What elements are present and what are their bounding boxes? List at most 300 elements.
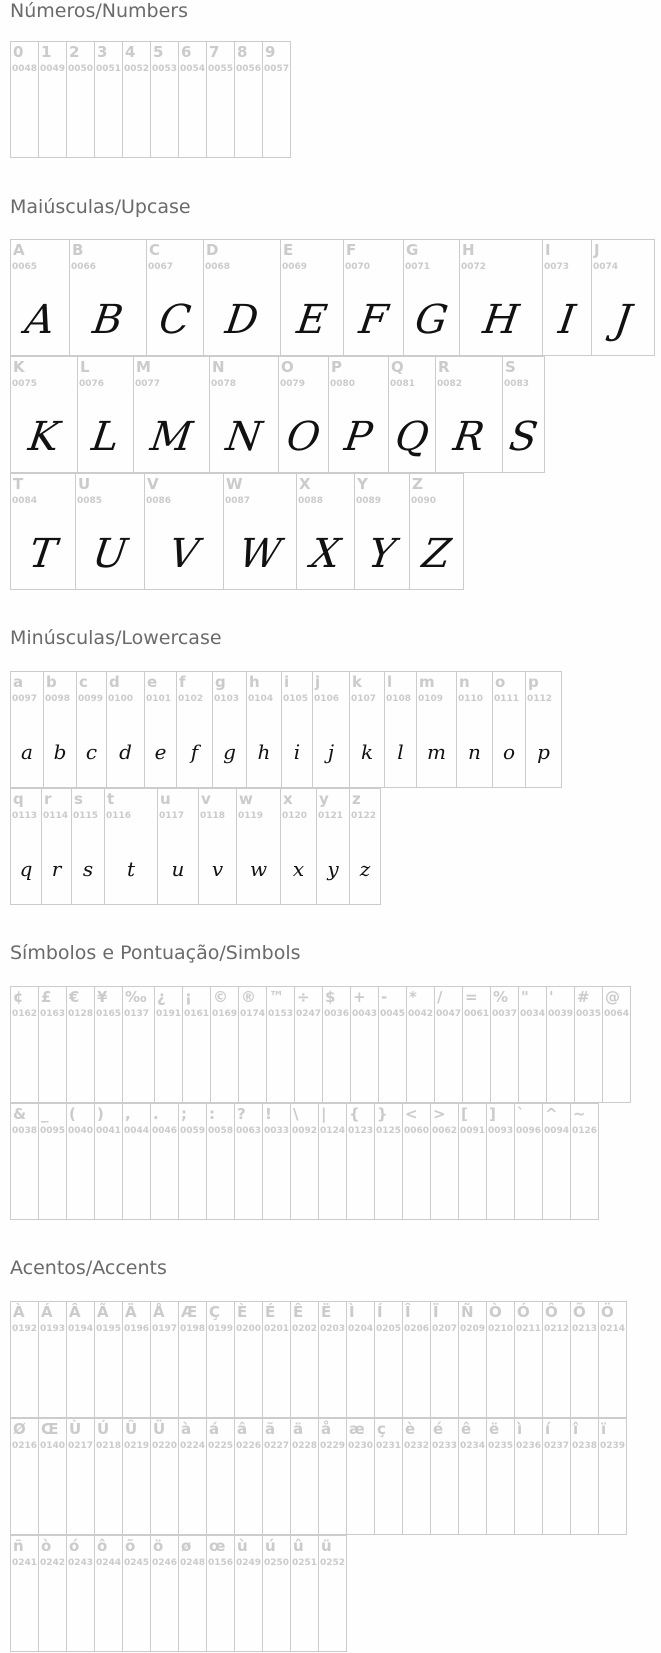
char-label: w: [239, 790, 253, 808]
char-label: !: [265, 1105, 272, 1123]
glyph-sample: [67, 86, 94, 157]
char-label: @: [605, 988, 620, 1006]
char-label: æ: [349, 1420, 365, 1438]
char-code: 0089: [356, 496, 382, 506]
char-label: J: [594, 241, 600, 259]
glyph-cell: [66, 1301, 95, 1418]
glyph-sample: r: [51, 856, 62, 881]
glyph-cell: [182, 986, 211, 1103]
glyph-cell: [94, 1103, 123, 1220]
glyph-cell: [598, 1418, 627, 1535]
glyph-cell: [542, 1301, 571, 1418]
glyph-cell: [150, 1301, 179, 1418]
char-label: à: [181, 1420, 192, 1438]
glyph-sample: [487, 1463, 514, 1534]
glyph-sample: Y: [365, 530, 399, 577]
glyph-cell: [198, 788, 237, 905]
char-code: 0192: [12, 1324, 38, 1334]
char-label: m: [419, 673, 435, 691]
char-label: _: [41, 1105, 49, 1123]
char-label: Á: [41, 1303, 53, 1321]
char-code: 0250: [264, 1558, 290, 1568]
char-code: 0204: [348, 1324, 374, 1334]
glyph-cell: [75, 473, 145, 590]
char-code: 0076: [79, 379, 105, 389]
glyph-sample: [291, 1346, 318, 1417]
glyph-sample: C: [156, 296, 194, 343]
char-code: 0064: [604, 1009, 630, 1019]
glyph-sample: [487, 1346, 514, 1417]
char-label: q: [13, 790, 24, 808]
char-code: 0090: [411, 496, 437, 506]
glyph-sample: [375, 1148, 402, 1219]
char-code: 0216: [12, 1441, 38, 1451]
char-code: 0034: [520, 1009, 546, 1019]
glyph-cell: [10, 788, 42, 905]
glyph-sample: [319, 1148, 346, 1219]
glyph-row: [10, 788, 381, 905]
glyph-cell: [234, 1103, 263, 1220]
glyph-cell: [402, 1103, 431, 1220]
glyph-sample: [235, 1580, 262, 1651]
char-code: 0112: [527, 694, 553, 704]
glyph-sample: [11, 1031, 38, 1102]
char-code: 0055: [208, 64, 234, 74]
glyph-cell: [278, 356, 329, 473]
glyph-sample: [123, 1031, 154, 1102]
char-code: 0217: [68, 1441, 94, 1451]
glyph-sample: V: [166, 530, 202, 577]
glyph-sample: F: [356, 296, 391, 343]
char-code: 0161: [184, 1009, 210, 1019]
glyph-sample: [515, 1346, 542, 1417]
glyph-sample: [11, 1346, 38, 1417]
glyph-cell: [294, 986, 323, 1103]
char-label: I: [545, 241, 551, 259]
char-code: 0035: [576, 1009, 602, 1019]
char-code: 0211: [516, 1324, 542, 1334]
char-label: Z: [412, 475, 423, 493]
char-code: 0202: [292, 1324, 318, 1334]
char-label: €: [69, 988, 80, 1006]
glyph-cell: [94, 1301, 123, 1418]
glyph-cell: [318, 1418, 347, 1535]
char-code: 0093: [488, 1126, 514, 1136]
glyph-sample: f: [190, 739, 199, 764]
glyph-sample: [263, 86, 290, 157]
char-label: 5: [153, 43, 164, 61]
glyph-cell: [280, 788, 317, 905]
char-label: À: [13, 1303, 25, 1321]
glyph-cell: [458, 1301, 487, 1418]
char-code: 0111: [494, 694, 520, 704]
glyph-cell: [76, 671, 107, 788]
glyph-sample: [235, 1148, 262, 1219]
glyph-cell: [542, 239, 592, 356]
glyph-cell: [492, 671, 526, 788]
glyph-cell: [38, 1301, 67, 1418]
char-code: 0201: [264, 1324, 290, 1334]
char-label: Y: [357, 475, 368, 493]
glyph-cell: [206, 1103, 235, 1220]
glyph-sample: p: [537, 739, 550, 764]
char-label: Í: [377, 1303, 383, 1321]
char-code: 0162: [12, 1009, 38, 1019]
char-code: 0251: [292, 1558, 318, 1568]
char-label: ': [549, 988, 554, 1006]
glyph-cell: [66, 986, 95, 1103]
char-label: (: [69, 1105, 76, 1123]
char-label: ö: [153, 1537, 164, 1555]
glyph-cell: [402, 1418, 431, 1535]
char-code: 0224: [180, 1441, 206, 1451]
char-code: 0206: [404, 1324, 430, 1334]
char-code: 0249: [236, 1558, 262, 1568]
glyph-sample: n: [468, 739, 481, 764]
char-label: Õ: [573, 1303, 586, 1321]
glyph-sample: Z: [419, 530, 454, 577]
glyph-cell: [212, 671, 247, 788]
glyph-sample: y: [327, 856, 339, 881]
char-label: Ã: [97, 1303, 109, 1321]
glyph-sample: A: [22, 296, 58, 343]
char-code: 0079: [280, 379, 306, 389]
glyph-cell: [574, 986, 603, 1103]
glyph-cell: [486, 1103, 515, 1220]
char-label: 0: [13, 43, 24, 61]
glyph-cell: [514, 1301, 543, 1418]
glyph-sample: t: [126, 856, 136, 881]
char-code: 0156: [208, 1558, 234, 1568]
glyph-cell: [122, 986, 155, 1103]
char-code: 0077: [135, 379, 161, 389]
glyph-sample: [571, 1346, 598, 1417]
char-code: 0125: [376, 1126, 402, 1136]
char-label: X: [299, 475, 311, 493]
char-code: 0212: [544, 1324, 570, 1334]
glyph-row: [10, 41, 291, 158]
glyph-cell: [316, 788, 350, 905]
char-code: 0092: [292, 1126, 318, 1136]
char-code: 0066: [71, 262, 97, 272]
char-code: 0097: [12, 694, 38, 704]
glyph-sample: [295, 1031, 322, 1102]
glyph-sample: [319, 1463, 346, 1534]
glyph-sample: [543, 1148, 570, 1219]
char-code: 0098: [45, 694, 71, 704]
char-label: :: [209, 1105, 215, 1123]
glyph-cell: [10, 1301, 39, 1418]
glyph-sample: o: [502, 739, 516, 764]
glyph-sample: d: [119, 739, 132, 764]
char-code: 0241: [12, 1558, 38, 1568]
char-label: u: [160, 790, 171, 808]
glyph-cell: [374, 1103, 403, 1220]
glyph-sample: L: [88, 413, 123, 460]
char-label: A: [13, 241, 25, 259]
glyph-row: [10, 473, 464, 590]
glyph-row: [10, 1103, 599, 1220]
glyph-cell: [38, 1535, 67, 1652]
glyph-sample: k: [360, 739, 374, 764]
glyph-cell: [10, 41, 39, 158]
char-code: 0050: [68, 64, 94, 74]
glyph-cell: [122, 1301, 151, 1418]
char-label: Q: [391, 358, 404, 376]
char-code: 0197: [152, 1324, 178, 1334]
char-code: 0115: [73, 811, 99, 821]
glyph-cell: [94, 1535, 123, 1652]
glyph-sample: [263, 1346, 290, 1417]
char-code: 0047: [436, 1009, 462, 1019]
char-code: 0046: [152, 1126, 178, 1136]
char-label: ø: [181, 1537, 192, 1555]
char-label: ÷: [297, 988, 310, 1006]
glyph-sample: [67, 1031, 94, 1102]
char-code: 0169: [212, 1009, 238, 1019]
char-code: 0096: [516, 1126, 542, 1136]
glyph-cell: [66, 41, 95, 158]
glyph-row: [10, 1535, 347, 1652]
glyph-sample: [459, 1346, 486, 1417]
glyph-sample: M: [147, 413, 196, 460]
glyph-cell: [570, 1301, 599, 1418]
glyph-sample: W: [236, 530, 284, 577]
glyph-sample: [11, 1580, 38, 1651]
char-code: 0038: [12, 1126, 38, 1136]
char-code: 0086: [146, 496, 172, 506]
char-code: 0043: [352, 1009, 378, 1019]
char-code: 0233: [432, 1441, 458, 1451]
glyph-sample: [151, 1148, 178, 1219]
char-code: 0037: [492, 1009, 518, 1019]
glyph-sample: [459, 1463, 486, 1534]
glyph-cell: [206, 1418, 235, 1535]
char-code: 0067: [148, 262, 174, 272]
glyph-sample: [123, 1463, 150, 1534]
glyph-sample: [67, 1148, 94, 1219]
glyph-sample: [123, 86, 150, 157]
glyph-sample: U: [89, 530, 131, 577]
char-label: Ö: [601, 1303, 614, 1321]
char-label: S: [505, 358, 516, 376]
glyph-cell: [318, 1103, 347, 1220]
char-code: 0075: [12, 379, 38, 389]
char-label: K: [13, 358, 25, 376]
char-code: 0082: [437, 379, 463, 389]
glyph-sample: u: [171, 856, 185, 881]
char-code: 0234: [460, 1441, 486, 1451]
char-label: Æ: [181, 1303, 198, 1321]
char-label: ;: [181, 1105, 187, 1123]
glyph-sample: [571, 1463, 598, 1534]
glyph-sample: q: [19, 856, 33, 881]
glyph-cell: [290, 1301, 319, 1418]
char-label: V: [147, 475, 159, 493]
char-code: 0191: [156, 1009, 182, 1019]
glyph-cell: [402, 1301, 431, 1418]
glyph-sample: [347, 1463, 374, 1534]
char-code: 0104: [248, 694, 274, 704]
char-code: 0101: [146, 694, 172, 704]
glyph-row: [10, 239, 655, 356]
char-label: ë: [489, 1420, 500, 1438]
glyph-sample: [291, 1580, 318, 1651]
glyph-sample: [403, 1463, 430, 1534]
glyph-cell: [71, 788, 105, 905]
char-code: 0073: [544, 262, 570, 272]
glyph-sample: [95, 1148, 122, 1219]
glyph-sample: [319, 1346, 346, 1417]
char-label: L: [80, 358, 90, 376]
glyph-cell: [346, 1103, 375, 1220]
char-label: j: [315, 673, 321, 691]
glyph-cell: [296, 473, 355, 590]
glyph-cell: [234, 41, 263, 158]
glyph-cell: [490, 986, 519, 1103]
char-label: ñ: [13, 1537, 24, 1555]
char-label: 9: [265, 43, 276, 61]
glyph-cell: [262, 1535, 291, 1652]
glyph-sample: [123, 1580, 150, 1651]
char-label: ]: [489, 1105, 496, 1123]
section-title: Símbolos e Pontuação/Simbols: [10, 942, 301, 964]
glyph-sample: [599, 1463, 626, 1534]
glyph-cell: [430, 1301, 459, 1418]
glyph-sample: a: [21, 739, 33, 764]
char-label: Œ: [41, 1420, 59, 1438]
char-label: c: [79, 673, 88, 691]
glyph-sample: [207, 1580, 234, 1651]
char-label: ù: [237, 1537, 248, 1555]
glyph-cell: [203, 239, 281, 356]
glyph-sample: [11, 1148, 38, 1219]
glyph-cell: [38, 986, 67, 1103]
glyph-cell: [157, 788, 199, 905]
glyph-cell: [106, 671, 145, 788]
glyph-cell: [77, 356, 134, 473]
char-code: 0058: [208, 1126, 234, 1136]
glyph-sample: [239, 1031, 266, 1102]
glyph-cell: [94, 41, 123, 158]
char-label: B: [72, 241, 84, 259]
glyph-cell: [223, 473, 297, 590]
glyph-cell: [262, 1301, 291, 1418]
char-label: H: [462, 241, 475, 259]
char-code: 0117: [159, 811, 185, 821]
glyph-sample: l: [397, 739, 404, 764]
glyph-cell: [591, 239, 655, 356]
glyph-row: [10, 986, 631, 1103]
glyph-sample: [211, 1031, 238, 1102]
glyph-cell: [43, 671, 77, 788]
char-code: 0203: [320, 1324, 346, 1334]
char-code: 0071: [405, 262, 431, 272]
glyph-cell: [542, 1103, 571, 1220]
char-code: 0051: [96, 64, 122, 74]
char-label: È: [237, 1303, 248, 1321]
glyph-cell: [41, 788, 72, 905]
char-label: a: [13, 673, 24, 691]
glyph-cell: [69, 239, 147, 356]
char-label: e: [147, 673, 158, 691]
char-label: ô: [97, 1537, 108, 1555]
glyph-cell: [236, 788, 281, 905]
char-code: 0054: [180, 64, 206, 74]
char-code: 0065: [12, 262, 38, 272]
char-label: Ü: [153, 1420, 166, 1438]
char-label: o: [495, 673, 506, 691]
char-code: 0214: [600, 1324, 626, 1334]
glyph-cell: [66, 1535, 95, 1652]
glyph-cell: [349, 788, 381, 905]
char-label: £: [41, 988, 52, 1006]
char-label: Å: [153, 1303, 165, 1321]
char-code: 0084: [12, 496, 38, 506]
char-label: x: [283, 790, 293, 808]
char-code: 0194: [68, 1324, 94, 1334]
char-label: D: [206, 241, 219, 259]
glyph-sample: [179, 1463, 206, 1534]
char-label: ®: [241, 988, 256, 1006]
char-label: +: [353, 988, 366, 1006]
char-code: 0213: [572, 1324, 598, 1334]
char-code: 0207: [432, 1324, 458, 1334]
char-code: 0230: [348, 1441, 374, 1451]
glyph-cell: [281, 671, 313, 788]
glyph-cell: [514, 1418, 543, 1535]
char-label: ™: [269, 988, 284, 1006]
char-label: T: [13, 475, 24, 493]
glyph-sample: [599, 1346, 626, 1417]
char-code: 0070: [345, 262, 371, 272]
char-code: 0242: [40, 1558, 66, 1568]
glyph-sample: [235, 86, 262, 157]
char-label: R: [438, 358, 450, 376]
glyph-sample: v: [211, 856, 224, 881]
glyph-sample: [291, 1148, 318, 1219]
char-code: 0107: [351, 694, 377, 704]
glyph-cell: [262, 1103, 291, 1220]
glyph-sample: c: [85, 739, 98, 764]
char-label: 2: [69, 43, 80, 61]
char-code: 0088: [298, 496, 324, 506]
char-label: á: [209, 1420, 220, 1438]
char-label: ^: [545, 1105, 558, 1123]
glyph-cell: [502, 356, 545, 473]
char-label: Ç: [209, 1303, 221, 1321]
glyph-sample: [39, 1463, 66, 1534]
char-label: C: [149, 241, 161, 259]
char-code: 0072: [461, 262, 487, 272]
char-code: 0109: [418, 694, 444, 704]
char-code: 0198: [180, 1324, 206, 1334]
char-label: ¥: [97, 988, 108, 1006]
section-title: Maiúsculas/Upcase: [10, 196, 191, 218]
char-code: 0052: [124, 64, 150, 74]
char-code: 0228: [292, 1441, 318, 1451]
char-code: 0080: [330, 379, 356, 389]
glyph-cell: [10, 1103, 39, 1220]
glyph-sample: [39, 1346, 66, 1417]
char-code: 0210: [488, 1324, 514, 1334]
char-code: 0153: [268, 1009, 294, 1019]
glyph-sample: s: [82, 856, 94, 881]
char-label: ê: [461, 1420, 472, 1438]
glyph-cell: [10, 1418, 39, 1535]
section-title: Números/Numbers: [10, 0, 188, 22]
glyph-sample: [347, 1148, 374, 1219]
